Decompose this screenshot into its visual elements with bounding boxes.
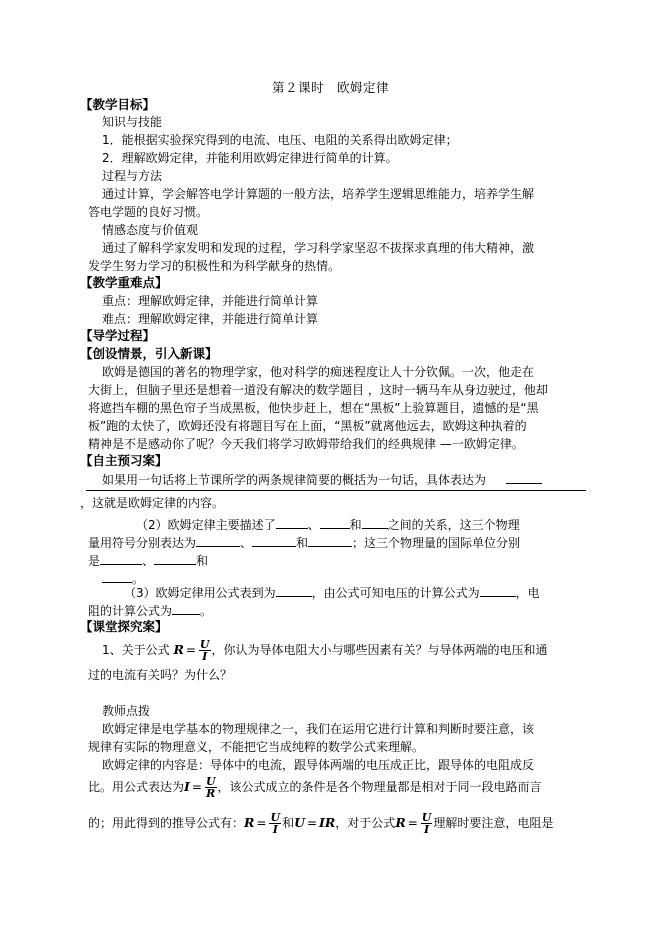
preview-q1-text: 如果用一句话将上节课所学的两条规律简要的概括为一句话，具体表达为 [102, 473, 487, 487]
emotion-text-line-2: 发学生努力学习的积极性和为科学献身的热情。 [88, 259, 341, 273]
explore-q1-text: ，你认为导体电阻大小与哪些因素有关？与导体两端的电压和通 [211, 643, 548, 657]
create-scene-heading: 【创设情景，引入新课】 [80, 346, 218, 361]
process-heading: 过程与方法 [102, 169, 163, 183]
preview-q2-text-tail: ；这三个物理量的国际单位分别 [352, 536, 521, 550]
formula-variable: U [294, 815, 305, 830]
answer-blank[interactable] [154, 552, 196, 565]
explore-q1-text: 1、关于公式 [102, 643, 170, 657]
conjunction: 和 [296, 536, 309, 550]
formula-fraction [421, 812, 433, 835]
key-point: 重点：理解欧姆定律，并能进行简单计算 [102, 294, 319, 308]
teacher-text: 和 [282, 816, 295, 830]
answer-blank[interactable] [252, 534, 296, 547]
formula-fraction [269, 812, 281, 835]
teacher-text-line-1: 欧姆定律是电学基本的物理规律之一，我们在运用它进行计算和判断时要注意，该 [102, 722, 535, 736]
period: 。 [132, 572, 145, 586]
explore-q1-line-1 [102, 638, 548, 662]
conjunction: 和 [196, 554, 209, 568]
separator: 、 [240, 536, 253, 550]
fraction-numerator: U [270, 811, 281, 824]
preview-q2-line-2 [88, 534, 520, 551]
answer-blank[interactable] [276, 584, 312, 597]
teacher-text: 的；用此得到的推导公式有： [88, 816, 245, 830]
guide-heading: 【导学过程】 [80, 328, 156, 343]
answer-rule[interactable] [86, 490, 586, 491]
story-line-3: 将遮挡车棚的黑色帘子当成黑板，他快步赶上，想在“黑板”上验算题目，遗憾的是“黑 [88, 401, 539, 415]
preview-q3-text: 阻的计算公式为 [88, 604, 173, 618]
teacher-text-line-3: 欧姆定律的内容是：导体中的电流，跟导体两端的电压成正比，跟导体的电阻成反 [102, 758, 535, 772]
formula-equals: = [256, 816, 267, 830]
knowledge-item-2: 2．理解欧姆定律，并能利用欧姆定律进行简单的计算。 [102, 151, 398, 165]
key-points-heading: 【教学重难点】 [80, 275, 168, 290]
knowledge-heading: 知识与技能 [102, 115, 163, 129]
period: 。 [200, 604, 213, 618]
formula-variable: I [184, 779, 190, 794]
fraction-denominator: I [423, 823, 430, 836]
separator: 、 [142, 554, 155, 568]
knowledge-item-1: 1．能根据实验探究得到的电流、电压、电阻的关系得出欧姆定律； [102, 133, 458, 147]
fraction-denominator: I [272, 823, 278, 836]
preview-q1-line [102, 471, 542, 488]
preview-q2-line-1 [136, 516, 520, 533]
preview-q3-text: （3）欧姆定律用公式表到为 [124, 586, 276, 600]
teacher-text: 比。用公式表达为 [88, 780, 185, 794]
answer-blank[interactable] [480, 584, 516, 597]
answer-blank[interactable] [172, 602, 200, 615]
fraction-numerator: U [205, 775, 216, 788]
teacher-text-line-4 [88, 775, 542, 799]
formula-variable: R [395, 815, 406, 830]
fraction-numerator: U [199, 638, 210, 651]
preview-q3-line-2 [88, 602, 212, 619]
process-text-line-2: 答电学题的良好习惯。 [88, 205, 209, 219]
answer-blank[interactable] [196, 534, 240, 547]
answer-blank[interactable] [506, 471, 542, 484]
preview-q2-text: （2）欧姆定律主要描述了 [136, 518, 276, 532]
story-line-2: 大街上，但脑子里还是想着一道没有解决的数学题目 ，这时一辆马车从身边驶过，他却 [88, 383, 548, 397]
formula-equals: = [191, 780, 202, 794]
fraction-numerator: U [421, 811, 432, 824]
answer-blank[interactable] [100, 552, 142, 565]
formula-variable: IR [319, 815, 336, 830]
story-line-5: 精神是不是感动你了呢？今天我们将学习欧姆带给我们的经典规律 —一欧姆定律。 [88, 437, 524, 451]
preview-q2-text: 是 [88, 554, 101, 568]
answer-blank[interactable] [362, 516, 388, 529]
answer-blank[interactable] [320, 516, 350, 529]
formula-equals: = [185, 643, 196, 657]
story-line-4: 板”跑的太快了，欧姆还没有将题目写在上面，“黑板”就离他远去，欧姆这种执着的 [88, 419, 527, 433]
teacher-text-line-5 [88, 811, 553, 835]
page-title: 第２课时 欧姆定律 [271, 80, 389, 95]
story-line-1: 欧姆是德国的著名的物理学家，他对科学的痴迷程度让人十分钦佩。一次，他走在 [102, 365, 535, 379]
formula-fraction [199, 639, 211, 662]
separator: 、 [307, 518, 320, 532]
teacher-text-line-2: 规律有实际的物理意义，不能把它当成纯粹的数学公式来理解。 [88, 740, 425, 754]
preview-q2-text-tail: 之间的关系，这三个物理 [387, 518, 520, 532]
emotion-heading: 情感态度与价值观 [102, 223, 199, 237]
answer-blank[interactable] [308, 534, 352, 547]
formula-equals: = [306, 816, 318, 830]
explore-heading: 【课堂探究案】 [80, 619, 168, 634]
fraction-denominator: R [206, 787, 216, 800]
preview-q3-text: ，由公式可知电压的计算公式为 [311, 586, 480, 600]
formula-equals: = [407, 816, 418, 830]
preview-q3-line-1 [124, 584, 540, 601]
teacher-text: ，对于公式 [335, 816, 396, 830]
teacher-text: 理解时要注意，电阻是 [433, 816, 554, 830]
difficult-point: 难点：理解欧姆定律，并能进行简单计算 [102, 312, 319, 326]
emotion-text-line-1: 通过了解科学家发明和发现的过程，学习科学家坚忍不拔探求真理的伟大精神，激 [102, 241, 535, 255]
answer-blank[interactable] [276, 516, 308, 529]
fraction-denominator: I [202, 650, 208, 663]
goals-heading: 【教学目标】 [80, 97, 156, 112]
preview-q2-line-3 [88, 552, 208, 569]
process-text-line-1: 通过计算，学会解答电学计算题的一般方法，培养学生逻辑思维能力，培养学生解 [102, 187, 535, 201]
preview-q2-text: 量用符号分别表达为 [88, 536, 197, 550]
formula-fraction [205, 776, 217, 799]
explore-q1-line-2: 过的电流有关吗？为什么？ [88, 668, 233, 682]
preview-q3-text-tail: ，电 [515, 586, 540, 600]
conjunction: 和 [349, 518, 362, 532]
answer-blank[interactable] [102, 570, 132, 583]
formula-variable: R [173, 642, 184, 657]
formula-variable: R [244, 815, 255, 830]
teacher-text: ，该公式成立的条件是各个物理量都是相对于同一段电路而言 [217, 780, 542, 794]
teacher-tips-heading: 教师点拨 [102, 704, 151, 718]
preview-q1-end: ，这就是欧姆定律的内容。 [80, 496, 225, 510]
preview-heading: 【自主预习案】 [80, 453, 168, 468]
